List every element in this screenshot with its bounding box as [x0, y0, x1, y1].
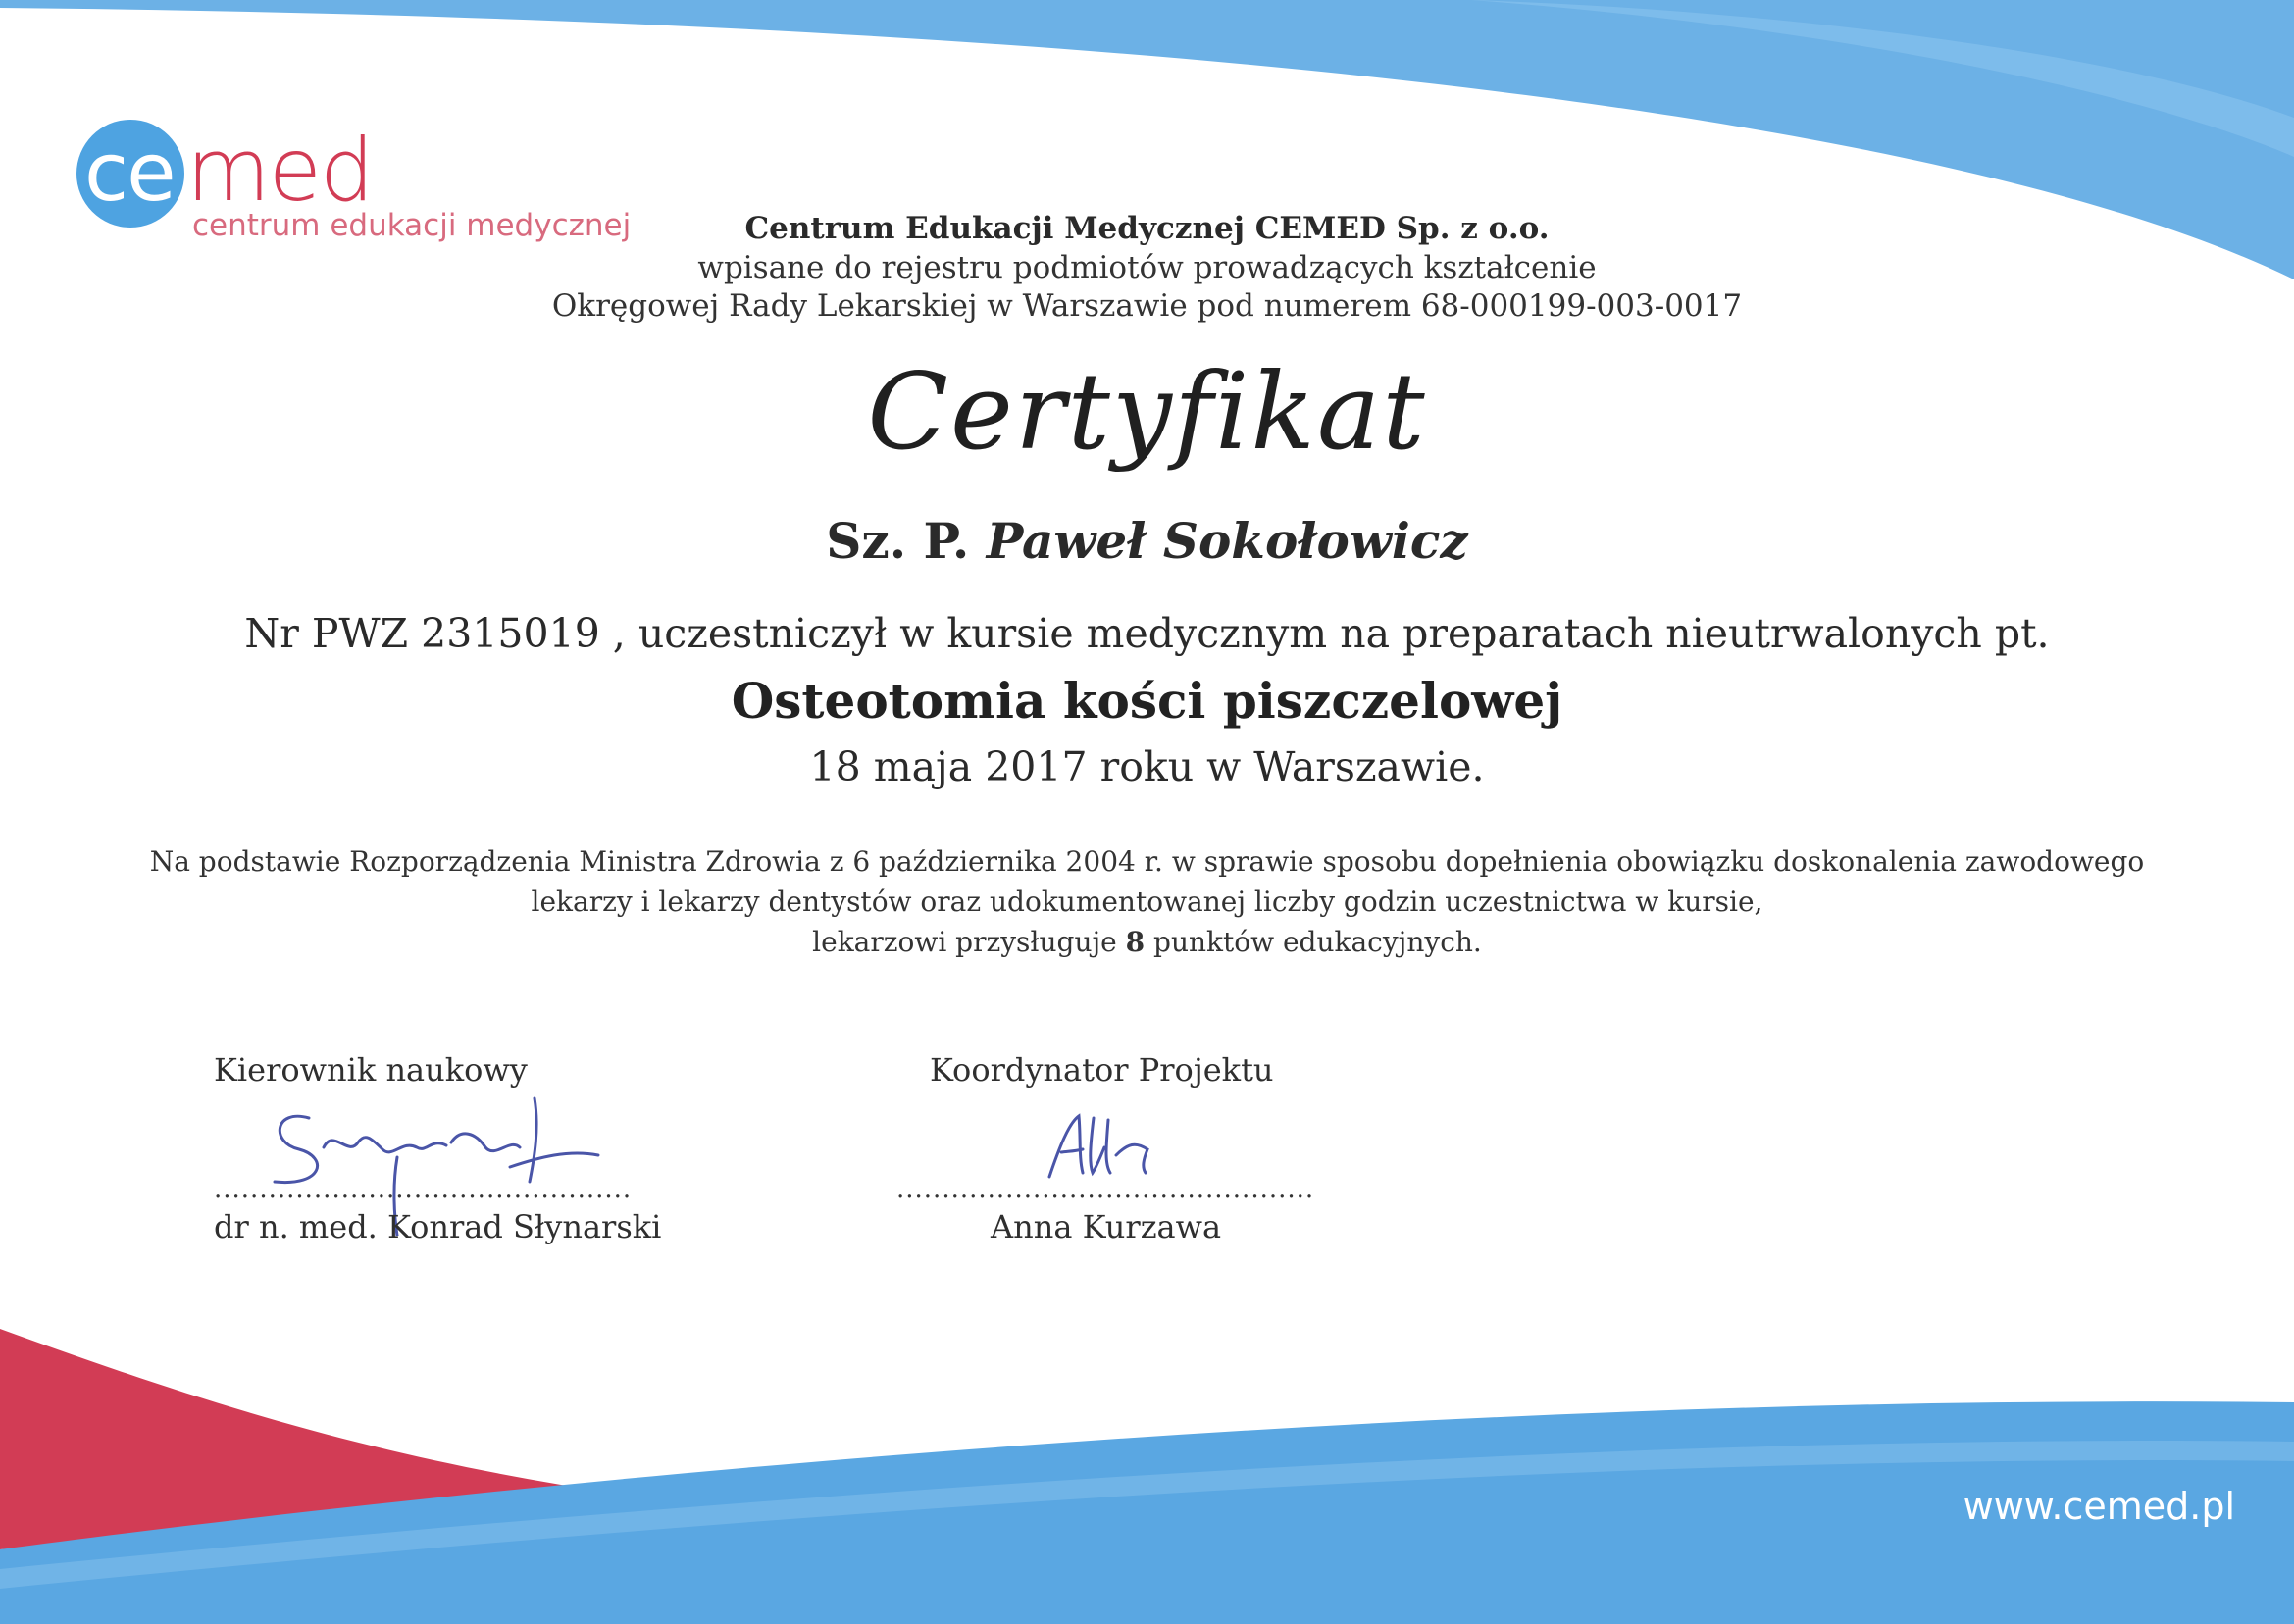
- participation-line: Nr PWZ 2315019 , uczestniczył w kursie medycznym na preparatach nieutrwalonych pt.: [244, 610, 2050, 657]
- date-place: 18 maja 2017 roku w Warszawie.: [809, 743, 1485, 790]
- legal-line-3-start: lekarzowi przysługuje: [812, 926, 1126, 958]
- right-signatory-name: Anna Kurzawa: [991, 1208, 1222, 1245]
- bottom-blue-wave: [0, 1401, 2294, 1624]
- education-points: 8: [1125, 926, 1146, 958]
- registry-line-2: Okręgowej Rady Lekarskiej w Warszawie pod numerem 68-000199-003-0017: [551, 288, 1743, 324]
- left-signatory-role: Kierownik naukowy: [214, 1051, 528, 1089]
- website-link[interactable]: www.cemed.pl: [1963, 1485, 2235, 1528]
- right-signature-line: ..............................................: [896, 1175, 1315, 1204]
- logo-prefix: ce: [84, 127, 175, 220]
- certificate-title: Certyfikat: [867, 351, 1427, 474]
- legal-line-3: [0, 926, 2294, 958]
- organization-name: Centrum Edukacji Medycznej CEMED Sp. z o.o.: [744, 211, 1550, 246]
- logo-suffix: med: [186, 120, 373, 221]
- left-signature-line: ..............................................: [214, 1175, 633, 1204]
- legal-line-3-end: punktów edukacyjnych.: [1145, 926, 1482, 958]
- recipient-line: [0, 512, 2294, 570]
- legal-line-1: Na podstawie Rozporządzenia Ministra Zdrowia z 6 października 2004 r. w sprawie sposobu dopełnienia obowiązku doskonalenia zawodowego: [149, 845, 2145, 878]
- registry-line-1: wpisane do rejestru podmiotów prowadzących kształcenie: [697, 250, 1597, 285]
- recipient-name: Paweł Sokołowicz: [986, 512, 1468, 570]
- legal-line-2: lekarzy i lekarzy dentystów oraz udokumentowanej liczby godzin uczestnictwa w kursie,: [531, 886, 1763, 918]
- logo-tagline: centrum edukacji medycznej: [192, 208, 632, 243]
- left-signatory-name: dr n. med. Konrad Słynarski: [214, 1208, 662, 1245]
- salutation: Sz. P.: [826, 512, 970, 570]
- right-signatory-role: Koordynator Projektu: [930, 1051, 1274, 1089]
- course-title: Osteotomia kości piszczelowej: [731, 672, 1563, 730]
